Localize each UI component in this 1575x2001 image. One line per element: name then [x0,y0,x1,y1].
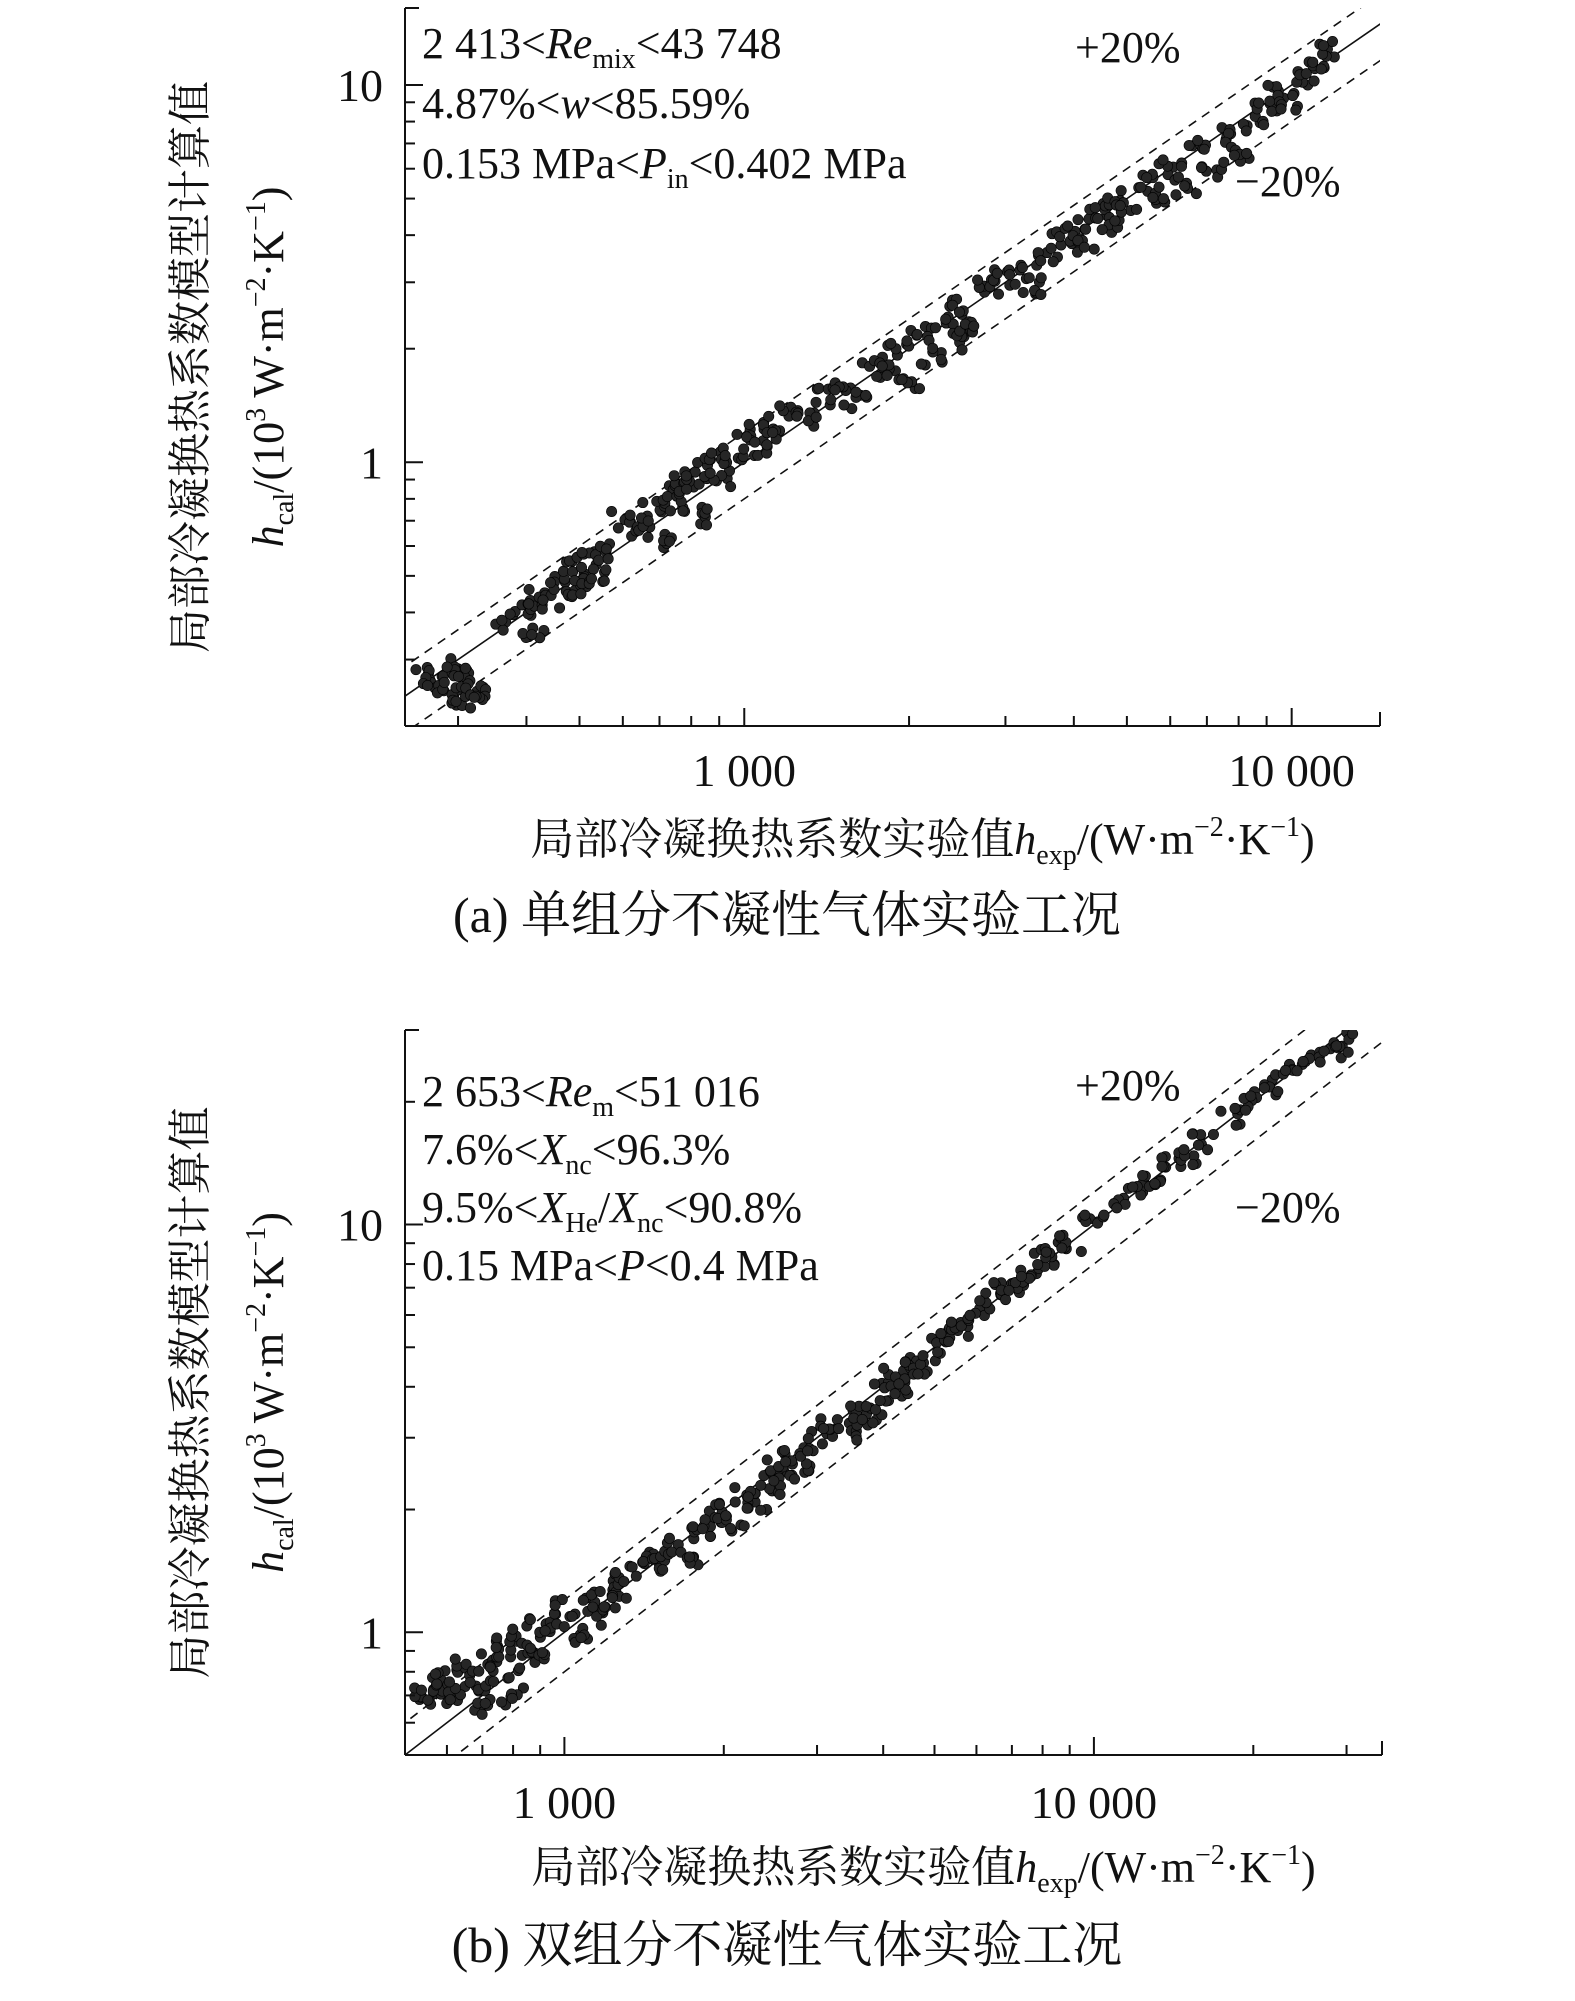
data-point [1093,213,1103,223]
data-point [1259,1083,1269,1093]
data-point [975,1296,985,1306]
data-point [916,359,926,369]
panel-b [166,848,1541,1973]
data-point [527,630,537,640]
data-point [1179,181,1189,191]
data-point [1110,216,1120,226]
data-point [442,662,452,672]
data-point [588,564,598,574]
data-point [902,336,912,346]
data-point [537,1647,547,1657]
data-point [619,1576,629,1586]
data-point [643,516,653,526]
data-point [476,1649,486,1659]
data-point [878,1363,888,1373]
data-point [1319,1046,1329,1056]
data-point [1292,1066,1302,1076]
data-point [1347,1029,1357,1039]
data-point [720,450,730,460]
data-point [678,506,688,516]
data-point [1016,1271,1026,1281]
data-point [1154,182,1164,192]
data-point [702,504,712,514]
data-point [1288,90,1298,100]
data-point [485,1662,495,1672]
data-point [989,1277,999,1287]
data-point [432,1679,442,1689]
data-point [1280,1065,1290,1075]
condition-annotation: 4.87%<w<85.59% [422,79,751,128]
data-point [607,1592,617,1602]
data-point [817,1439,827,1449]
data-point [814,383,824,393]
data-point [422,680,432,690]
data-point [643,532,653,542]
data-point [1148,192,1158,202]
y-tick-label: 1 [360,1607,383,1659]
data-point [524,599,534,609]
data-point [603,554,613,564]
data-point [538,595,548,605]
data-point [762,440,772,450]
data-point [451,696,461,706]
data-point [870,1404,880,1414]
data-point [882,370,892,380]
data-point [721,1510,731,1520]
data-point [875,1395,885,1405]
data-point [1073,214,1083,224]
data-point [684,1552,694,1562]
data-point [576,589,586,599]
data-point [460,663,470,673]
data-point [1080,1210,1090,1220]
data-point [465,703,475,713]
data-point [872,371,882,381]
data-point [1318,40,1328,50]
data-point [725,481,735,491]
y-axis-label-line1: 局部冷凝换热系数模型计算值 [166,81,215,653]
data-point [1246,1091,1256,1101]
condition-annotation: 0.153 $MPa<P_{in}<0.402$ MPa [422,139,907,195]
data-point [1128,1182,1138,1192]
y-axis-label-line1: 局部冷凝换热系数模型计算值 [166,1106,215,1679]
data-point [1115,200,1125,210]
data-point [1291,105,1301,115]
data-point [1004,1285,1014,1295]
data-point [897,374,907,384]
upper-band-label: +20% [1075,1061,1181,1110]
data-point [1309,76,1319,86]
data-point [1054,1231,1064,1241]
data-point [638,497,648,507]
data-point [477,1709,487,1719]
y-axis-label-line2: $h_{cal}/(10^3$ $W\cdot m^{-2}\cdot K^{-1}$) [241,186,300,548]
data-point [1263,80,1273,90]
data-point [681,471,691,481]
data-point [890,1389,900,1399]
data-point [664,536,674,546]
data-point [1090,202,1100,212]
data-point [705,468,715,478]
data-point [868,1418,878,1428]
data-point [755,1505,765,1515]
data-point [688,1521,698,1531]
data-point [558,566,568,576]
data-point [818,1423,828,1433]
lower-band-label: −20% [1235,1183,1341,1232]
data-point [706,448,716,458]
data-point [852,1435,862,1445]
data-point [894,1379,904,1389]
data-point [1267,106,1277,116]
data-point [1241,126,1251,136]
data-point [992,268,1002,278]
data-point [524,584,534,594]
data-point [1343,1047,1353,1057]
data-point [1179,1144,1189,1154]
data-point [769,1476,779,1486]
data-point [576,562,586,572]
data-point [1097,224,1107,234]
data-point [1079,242,1089,252]
data-point [445,1694,455,1704]
data-point [1131,204,1141,214]
data-point [1063,221,1073,231]
data-point [972,275,982,285]
data-point [1024,273,1034,283]
condition-annotation: $7.6\%<X_{nc}<96.3\%$ [422,1125,731,1181]
data-point [594,555,604,565]
data-point [912,329,922,339]
data-point [514,1663,524,1673]
data-point [1142,172,1152,182]
data-point [714,1499,724,1509]
data-point [811,412,821,422]
data-point [444,1677,454,1687]
data-point [946,1317,956,1327]
data-point [1099,1210,1109,1220]
data-point [1308,57,1318,67]
data-point [918,1350,928,1360]
lower-band-label: −20% [1235,157,1341,206]
data-point [1158,155,1168,165]
data-point [1158,193,1168,203]
data-point [416,1685,426,1695]
data-point [927,343,937,353]
data-point [1188,1159,1198,1169]
data-point [963,1331,973,1341]
data-point [1298,1056,1308,1066]
data-point [559,1621,569,1631]
data-point [1116,185,1126,195]
data-point [488,1676,498,1686]
x-tick-label: 10 000 [1228,745,1355,796]
data-point [1273,1086,1283,1096]
data-point [507,1693,517,1703]
data-point [497,615,507,625]
data-point [525,1614,535,1624]
data-point [1010,279,1020,289]
data-point [1171,190,1181,200]
data-point [839,400,849,410]
data-point [1017,262,1027,272]
data-point [957,345,967,355]
data-point [480,1698,490,1708]
data-point [667,1547,677,1557]
data-point [577,547,587,557]
panel-caption: (b) 双组分不凝性气体实验工况 [451,1917,1123,1973]
data-point [830,385,840,395]
x-tick-label: 1 000 [512,1777,617,1828]
data-point [610,1567,620,1577]
data-point [803,1433,813,1443]
data-points [411,36,1340,713]
data-point [494,1652,504,1662]
data-point [756,1480,766,1490]
data-point [725,1523,735,1533]
x-tick-label: 1 000 [692,745,797,796]
data-point [775,401,785,411]
data-point [826,395,836,405]
y-tick-label: 1 [360,437,383,489]
data-point [775,1489,785,1499]
data-point [1199,144,1209,154]
data-point [627,1562,637,1572]
x-tick-label: 10 000 [1030,1777,1158,1828]
data-point [1240,1105,1250,1115]
data-point [738,444,748,454]
data-point [1258,120,1268,130]
data-point [701,520,711,530]
data-point [1196,162,1206,172]
y-tick-label: 10 [337,60,383,112]
data-point [586,574,596,584]
data-point [1000,1294,1010,1304]
data-point [932,1347,942,1357]
data-point [965,1310,975,1320]
data-point [439,677,449,687]
data-point [1089,244,1099,254]
data-point [762,1455,772,1465]
data-point [940,314,950,324]
data-point [1231,1120,1241,1130]
data-point [1036,289,1046,299]
data-point [954,307,964,317]
panel-caption: (a) 单组分不凝性气体实验工况 [453,887,1121,943]
data-point [578,1595,588,1605]
data-point [705,1531,715,1541]
data-point [491,1642,501,1652]
data-point [1036,256,1046,266]
data-point [914,383,924,393]
data-point [662,491,672,501]
data-point [465,1677,475,1687]
data-point [832,1414,842,1424]
data-point [665,506,675,516]
data-point [811,397,821,407]
y-tick-label: 10 [337,1199,383,1251]
data-point [851,387,861,397]
condition-annotation: $9.5\%<X_{He}/X_{nc}<90.8\%$ [422,1183,803,1239]
data-point [1157,1161,1167,1171]
data-point [744,419,754,429]
x-axis-label: 局部冷凝换热系数实验值$h_{exp}/(W\cdot m^{-2}\cdot K^{-1})$ [531,1840,1316,1899]
data-point [550,1600,560,1610]
data-point [779,1445,789,1455]
data-point [877,361,887,371]
data-point [913,1369,923,1379]
data-point [792,411,802,421]
data-point [936,354,946,364]
data-point [1046,243,1056,253]
data-point [1112,1203,1122,1213]
data-point [1137,1170,1147,1180]
data-point [508,1624,518,1634]
data-point [993,289,1003,299]
data-point [750,437,760,447]
data-point [930,323,940,333]
data-point [943,1336,953,1346]
data-point [1301,68,1311,78]
data-point [730,1482,740,1492]
data-point [537,604,547,614]
data-point [789,1474,799,1484]
data-point [610,1603,620,1613]
data-point [411,664,421,674]
data-point [1316,64,1326,74]
data-point [833,1423,843,1433]
data-point [857,1414,867,1424]
data-point [1208,1129,1218,1139]
data-point [739,1521,749,1531]
data-point [430,1669,440,1679]
data-point [554,603,564,613]
data-point [1193,135,1203,145]
data-point [1315,1057,1325,1067]
data-point [1219,157,1229,167]
data-point [1187,1129,1197,1139]
data-point [1076,1246,1086,1256]
plot-area [246,848,1542,1918]
data-point [1048,257,1058,267]
data-point [845,1401,855,1411]
data-point [504,1672,514,1682]
data-point [496,1697,506,1707]
data-point [453,671,463,681]
data-point [861,1401,871,1411]
data-point [625,510,635,520]
data-point [599,1602,609,1612]
upper-band-label: +20% [1075,23,1181,72]
data-point [1150,1178,1160,1188]
data-point [681,484,691,494]
data-point [1230,1103,1240,1113]
condition-annotation: 0.15 MPa<P<0.4 MPa [422,1241,819,1290]
data-point [1331,1041,1341,1051]
data-point [588,1602,598,1612]
data-point [969,321,979,331]
data-point [1080,224,1090,234]
data-point [601,565,611,575]
data-point [1004,269,1014,279]
data-point [780,1457,790,1467]
data-point [1193,1140,1203,1150]
data-point [1276,104,1286,114]
data-point [631,1571,641,1581]
data-point [886,338,896,348]
data-point [861,390,871,400]
data-point [599,576,609,586]
x-axis-label: 局部冷凝换热系数实验值$h_{exp}/(W\cdot m^{-2}\cdot K^{-1})$ [530,812,1315,871]
data-point [525,1643,535,1653]
data-point [1202,1145,1212,1155]
panel-a [166,0,1545,943]
data-point [621,1593,631,1603]
data-point [474,1666,484,1676]
condition-annotation: 2 $413<Re_{mix}<43$ 748 [422,19,782,75]
data-point [576,1632,586,1642]
condition-annotation: 2 $653<Re_m<51$ 016 [422,1067,760,1123]
data-point [1041,1247,1051,1257]
data-point [595,1586,605,1596]
data-point [936,1328,946,1338]
data-point [802,1446,812,1456]
data-point [664,1533,674,1543]
data-point [1018,287,1028,297]
y-axis-label-line2: $h_{cal}/(10^3$ $W\cdot m^{-2}\cdot K^{-1}$) [241,1212,300,1573]
data-point [1036,273,1046,283]
data-point [450,1654,460,1664]
data-point [743,1492,753,1502]
data-point [545,577,555,587]
data-point [732,429,742,439]
data-point [730,1497,740,1507]
data-point [768,427,778,437]
data-point [1216,1106,1226,1116]
data-point [1057,1243,1067,1253]
data-point [567,1611,577,1621]
data-point [1176,161,1186,171]
data-point [540,1626,550,1636]
data-point [869,1379,879,1389]
data-point [469,692,479,702]
data-point [498,625,508,635]
data-point [606,506,616,516]
data-point [669,470,679,480]
data-point [601,544,611,554]
data-point [1136,182,1146,192]
data-point [742,1503,752,1513]
data-point [1254,98,1264,108]
data-point [658,1565,668,1575]
data-point [1173,172,1183,182]
data-point [697,1524,707,1534]
data-point [492,1633,502,1643]
data-point [638,1556,648,1566]
